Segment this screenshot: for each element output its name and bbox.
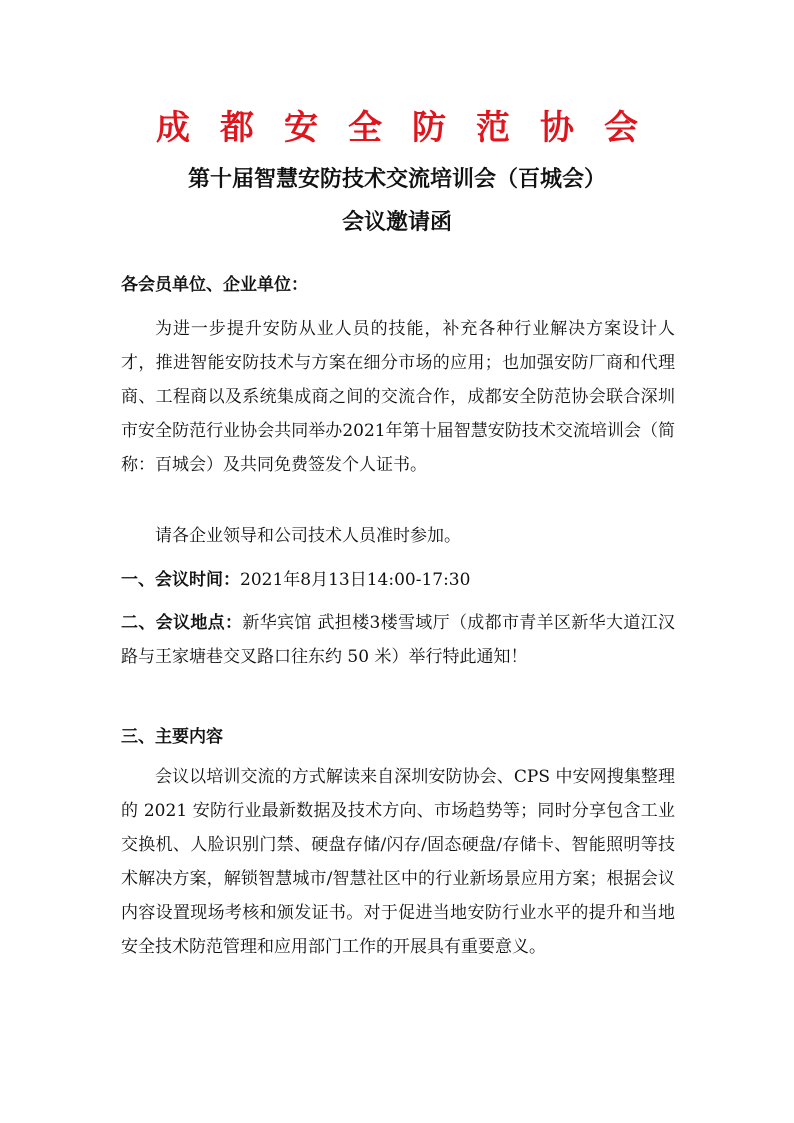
invite-paragraph: 请各企业领导和公司技术人员准时参加。 xyxy=(155,526,461,546)
meeting-time-value: 2021年8月13日14:00-17:30 xyxy=(240,570,471,590)
document-title: 会议邀请函 xyxy=(341,210,452,235)
main-content-paragraph: 会议以培训交流的方式解读来自深圳安防协会、CPS 中安网搜集整理的 2021 安防行业最新数据及技术方向、市场趋势等；同时分享包含工业交换机、人脸识别门禁、硬盘存储/闪存/固态硬盘/存储卡、智能照明等技术解决方案，解锁智慧城市/智慧社区中的行业新场景应用方案；根据会议内容设置现场考核和颁发证书。对于促进当地安防行业水平的提升和当地安全技术防范管理和应用部门工作的开展具有重要意义。 xyxy=(121,767,675,957)
organization-title: 成都安全防范协会 xyxy=(156,108,668,148)
main-content-heading: 三、主要内容 xyxy=(121,727,223,747)
intro-paragraph: 为进一步提升安防从业人员的技能，补充各种行业解决方案设计人才，推进智能安防技术与方案在细分市场的应用；也加强安防厂商和代理商、工程商以及系统集成商之间的交流合作，成都安全防范协会联合深圳市安全防范行业协会共同举办2021年第十届智慧安防技术交流培训会（简称：百城会）及共同免费签发个人证书。 xyxy=(121,319,675,475)
conference-title: 第十届智慧安防技术交流培训会（百城会） xyxy=(187,167,606,192)
meeting-place-label: 二、会议地点： xyxy=(121,613,243,633)
meeting-place-value: 新华宾馆 武担楼3楼雪域厅（成都市青羊区新华大道江汉路与王家塘巷交叉路口往东约 50 米）举行特此通知！ xyxy=(121,613,676,667)
meeting-time-label: 一、会议时间： xyxy=(121,570,240,590)
meeting-time-item xyxy=(121,563,675,597)
salutation: 各会员单位、企业单位： xyxy=(121,275,308,295)
meeting-place-item xyxy=(121,606,675,674)
